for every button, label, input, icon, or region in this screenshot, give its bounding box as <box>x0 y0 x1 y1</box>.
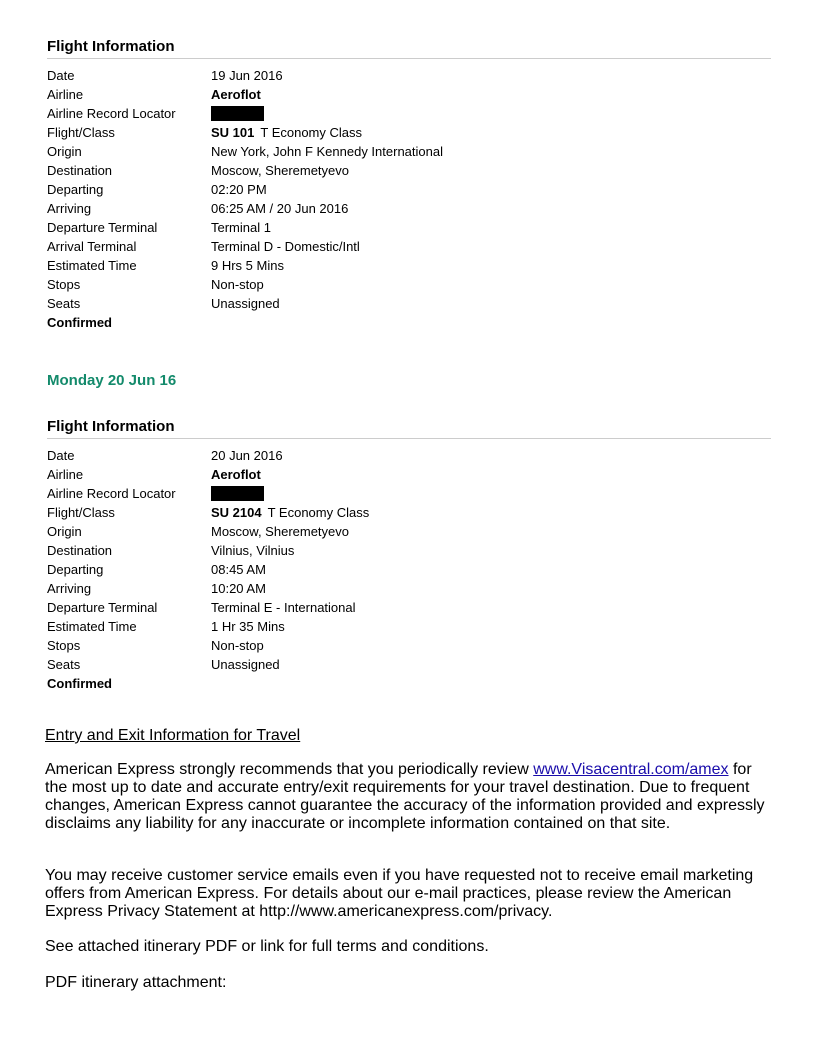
detail-value: 06:25 AM / 20 Jun 2016 <box>211 201 349 216</box>
detail-row <box>47 161 771 180</box>
detail-row <box>47 522 771 541</box>
detail-value: 1 Hr 35 Mins <box>211 619 285 634</box>
detail-row <box>47 142 771 161</box>
detail-label: Departure Terminal <box>47 220 158 235</box>
detail-value: Unassigned <box>211 296 280 311</box>
detail-label: Arriving <box>47 201 92 216</box>
detail-row <box>47 465 771 484</box>
terms-paragraph <box>45 938 775 956</box>
class-of-service: T Economy Class <box>267 505 370 520</box>
detail-value: 10:20 AM <box>211 581 266 596</box>
detail-row <box>47 199 771 218</box>
detail-label: Origin <box>47 144 82 159</box>
detail-label: Destination <box>47 543 113 558</box>
flight-number: SU 101 <box>211 125 255 140</box>
detail-label: Flight/Class <box>47 125 115 140</box>
detail-label: Airline <box>47 467 84 482</box>
record-locator-value <box>211 484 771 503</box>
detail-row <box>47 617 771 636</box>
flight-details <box>47 446 771 674</box>
airline-name: Aeroflot <box>211 87 261 102</box>
detail-label: Estimated Time <box>47 258 137 273</box>
visacentral-link[interactable]: www.Visacentral.com/amex <box>533 761 729 778</box>
detail-row <box>47 237 771 256</box>
detail-label: Estimated Time <box>47 619 137 634</box>
detail-label: Arrival Terminal <box>47 239 137 254</box>
airline-name: Aeroflot <box>211 467 261 482</box>
detail-row <box>47 218 771 237</box>
detail-value: 20 Jun 2016 <box>211 448 283 463</box>
detail-value: Moscow, Sheremetyevo <box>211 163 350 178</box>
detail-row <box>47 180 771 199</box>
detail-label: Departing <box>47 182 104 197</box>
flight-class-value <box>211 123 771 142</box>
flight-info-section-2 <box>47 417 771 693</box>
section-title: Flight Information <box>47 417 771 439</box>
flight-class-value <box>211 503 771 522</box>
detail-row <box>47 446 771 465</box>
entry-exit-title: Entry and Exit Information for Travel <box>45 727 301 744</box>
detail-value: Terminal E - International <box>211 600 356 615</box>
booking-status: Confirmed <box>47 676 112 691</box>
detail-label: Date <box>47 68 75 83</box>
paragraph-text: for the most up to date and accurate entry/exit requirements for your travel destination. Due to frequent changes, American Express cannot guarantee the accuracy of the information provided and expressly disclaims any liability for any inaccurate or incomplete information contained on that site. <box>45 761 765 832</box>
detail-label: Departure Terminal <box>47 600 158 615</box>
booking-status: Confirmed <box>47 315 112 330</box>
detail-row <box>47 85 771 104</box>
detail-row <box>47 275 771 294</box>
detail-label: Seats <box>47 296 81 311</box>
detail-value: 08:45 AM <box>211 562 266 577</box>
airline-value <box>211 465 771 484</box>
detail-label: Stops <box>47 638 81 653</box>
paragraph-text: PDF itinerary attachment: <box>45 974 227 991</box>
detail-label: Destination <box>47 163 113 178</box>
detail-row <box>47 66 771 85</box>
paragraph-text: American Express strongly recommends that you periodically review <box>45 761 534 778</box>
detail-row <box>47 560 771 579</box>
detail-label: Date <box>47 448 75 463</box>
detail-label: Airline Record Locator <box>47 106 176 121</box>
detail-value: Terminal D - Domestic/Intl <box>211 239 360 254</box>
detail-row <box>47 579 771 598</box>
detail-row <box>47 636 771 655</box>
detail-label: Origin <box>47 524 82 539</box>
detail-label: Stops <box>47 277 81 292</box>
detail-row <box>47 294 771 313</box>
detail-row <box>47 256 771 275</box>
detail-label: Flight/Class <box>47 505 115 520</box>
detail-label: Airline <box>47 87 84 102</box>
detail-value: Non-stop <box>211 277 264 292</box>
day-header: Monday 20 Jun 16 <box>47 372 177 389</box>
detail-row <box>47 541 771 560</box>
detail-value: Non-stop <box>211 638 264 653</box>
paragraph-text: See attached itinerary PDF or link for full terms and conditions. <box>45 938 489 955</box>
redaction-block <box>211 486 264 501</box>
detail-label: Arriving <box>47 581 92 596</box>
class-of-service: T Economy Class <box>260 125 363 140</box>
detail-row <box>47 503 771 522</box>
entry-exit-paragraph <box>45 761 775 833</box>
section-title: Flight Information <box>47 37 771 59</box>
detail-row <box>47 655 771 674</box>
detail-value: 02:20 PM <box>211 182 267 197</box>
detail-value: 19 Jun 2016 <box>211 68 283 83</box>
paragraph-text: You may receive customer service emails even if you have requested not to receive email marketing offers from American Express. For details about our e-mail practices, please review the American Express Privacy Statement at http://www.americanexpress.com/privacy. <box>45 867 754 920</box>
detail-row <box>47 484 771 503</box>
detail-label: Airline Record Locator <box>47 486 176 501</box>
detail-label: Departing <box>47 562 104 577</box>
detail-row <box>47 598 771 617</box>
pdf-attachment-paragraph <box>45 974 775 992</box>
detail-label: Seats <box>47 657 81 672</box>
flight-info-section-1 <box>47 37 771 332</box>
flight-number: SU 2104 <box>211 505 262 520</box>
detail-value: Moscow, Sheremetyevo <box>211 524 350 539</box>
redaction-block <box>211 106 264 121</box>
detail-value: 9 Hrs 5 Mins <box>211 258 284 273</box>
detail-value: Terminal 1 <box>211 220 271 235</box>
email-notice-paragraph <box>45 867 775 921</box>
detail-value: Unassigned <box>211 657 280 672</box>
detail-row <box>47 104 771 123</box>
flight-details <box>47 66 771 313</box>
record-locator-value <box>211 104 771 123</box>
detail-row <box>47 123 771 142</box>
detail-value: New York, John F Kennedy International <box>211 144 443 159</box>
airline-value <box>211 85 771 104</box>
detail-value: Vilnius, Vilnius <box>211 543 295 558</box>
